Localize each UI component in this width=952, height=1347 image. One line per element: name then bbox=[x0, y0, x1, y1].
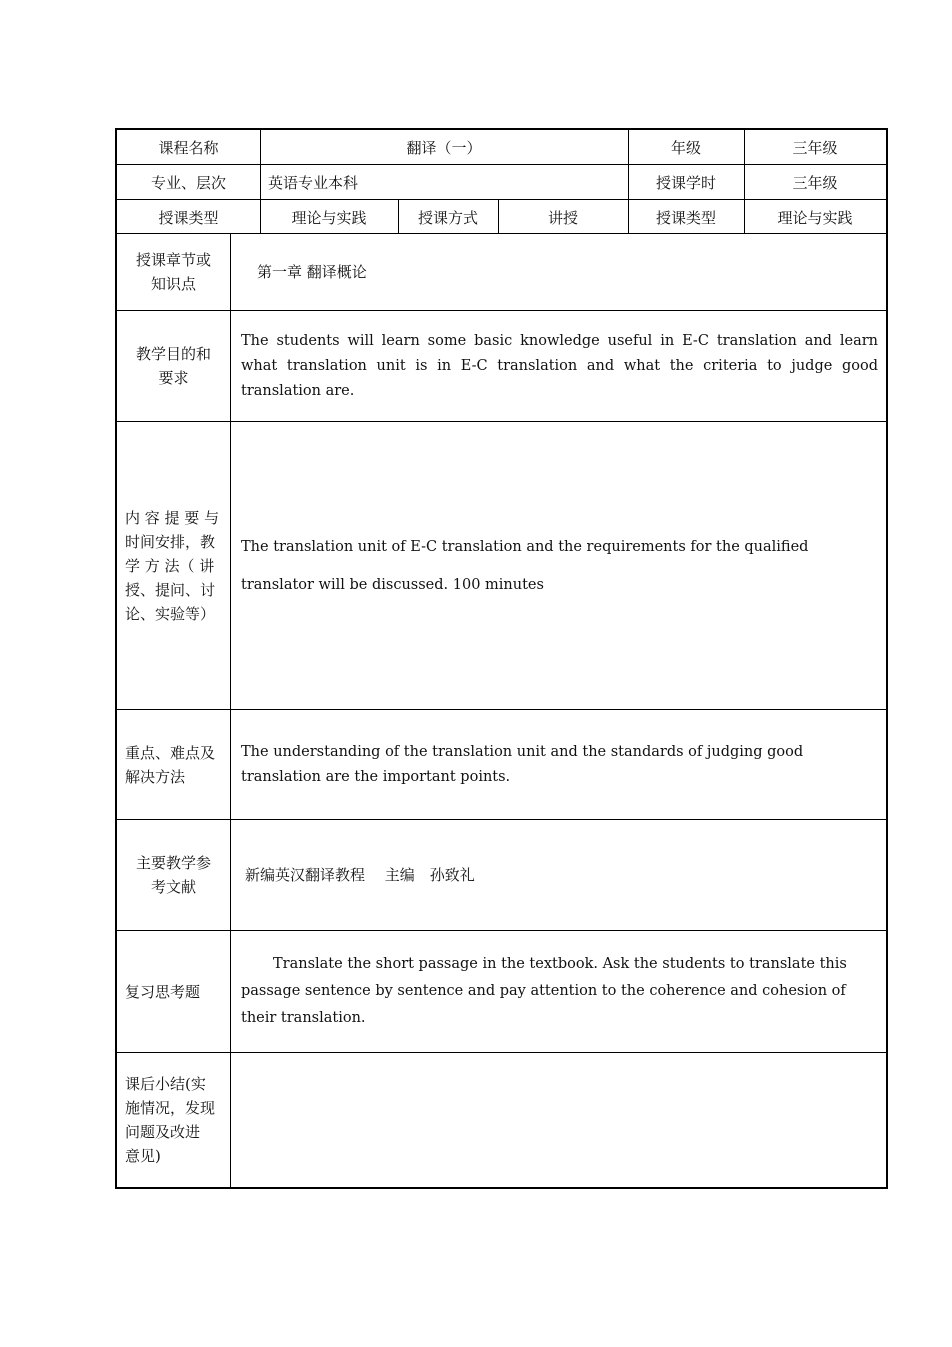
review-section bbox=[115, 930, 888, 1052]
key-points-label: 重点、难点及 解决方法 bbox=[117, 710, 231, 819]
references-label: 主要教学参 考文献 bbox=[117, 820, 231, 930]
objectives-section bbox=[115, 310, 888, 421]
objectives-content: The students will learn some basic knowledge useful in E-C translation and learn what translation unit is in E-C translation and what the criteria to judge good translation are. bbox=[241, 332, 878, 399]
references-section bbox=[115, 819, 888, 930]
type-value-2: 理论与实践 bbox=[777, 208, 853, 227]
major-label: 专业、层次 bbox=[150, 173, 226, 192]
type-label: 授课类型 bbox=[158, 208, 219, 227]
hours-label: 授课学时 bbox=[655, 173, 716, 192]
type-label-2: 授课类型 bbox=[655, 208, 716, 227]
summary-content bbox=[231, 1053, 886, 1187]
chapter-label: 授课章节或 知识点 bbox=[117, 234, 231, 310]
content-arrangement-section bbox=[115, 421, 888, 709]
summary-label: 课后小结(实 施情况，发现 问题及改进 意见) bbox=[117, 1053, 231, 1187]
type-value: 理论与实践 bbox=[291, 208, 367, 227]
course-info-header bbox=[115, 128, 888, 233]
references-content: 新编英汉翻译教程 主编 孙致礼 bbox=[245, 865, 475, 884]
hours-value: 三年级 bbox=[792, 173, 838, 192]
content-arrangement-label: 内 容 提 要 与 时间安排，教 学 方 法（ 讲 授、提问、讨 论、实验等） bbox=[117, 422, 231, 709]
chapter-content: 第一章 翻译概论 bbox=[257, 262, 367, 281]
review-content: Translate the short passage in the textbook. Ask the students to translate this passage sentence by sentence and pay attention to the coherence and cohesion of their translation. bbox=[241, 956, 847, 1026]
key-points-content: The understanding of the translation unit and the standards of judging good translation are the important points. bbox=[241, 743, 804, 785]
content-arrangement-content: The translation unit of E-C translation and the requirements for the qualified translator will be discussed. 100 minutes bbox=[241, 538, 809, 593]
method-value: 讲授 bbox=[547, 208, 578, 227]
course-name-value: 翻译（一） bbox=[406, 138, 482, 157]
grade-value: 三年级 bbox=[792, 138, 838, 157]
review-label: 复习思考题 bbox=[117, 931, 231, 1052]
chapter-section bbox=[115, 233, 888, 310]
major-value: 英语专业本科 bbox=[268, 173, 359, 192]
course-name-label: 课程名称 bbox=[158, 138, 219, 157]
summary-section bbox=[115, 1052, 888, 1189]
grade-label: 年级 bbox=[670, 138, 701, 157]
objectives-label: 教学目的和 要求 bbox=[117, 311, 231, 421]
key-points-section bbox=[115, 709, 888, 819]
method-label: 授课方式 bbox=[417, 208, 478, 227]
